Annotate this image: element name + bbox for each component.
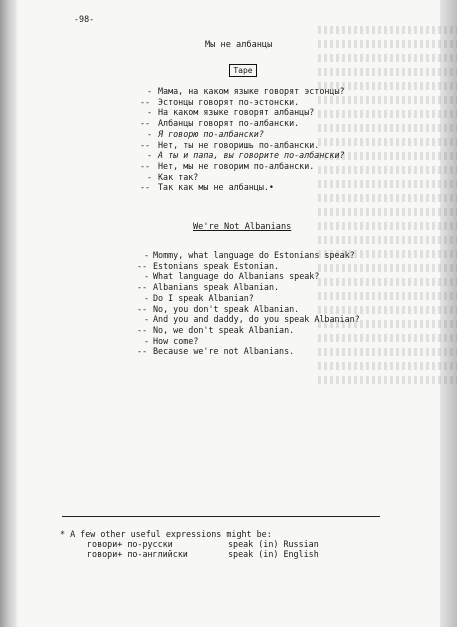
footnote-ru-1: говори+ по-русски: [87, 539, 173, 549]
russian-dialogue-dash: -: [147, 128, 153, 139]
russian-dialogue-dash: --: [140, 160, 151, 171]
english-dialogue-dash: -: [144, 335, 150, 346]
english-dialogue-line: And you and daddy, do you speak Albanian?: [153, 314, 360, 325]
russian-dialogue-line: Мама, на каком языке говорят эстонцы?: [158, 86, 345, 96]
english-dialogue-dash: --: [137, 324, 148, 335]
english-dialogue-line: No, you don't speak Albanian.: [153, 303, 300, 314]
english-dialogue-line: Do I speak Albanian?: [153, 292, 254, 303]
english-dialogue-line: How come?: [153, 335, 199, 346]
russian-dialogue-dash: --: [140, 139, 151, 150]
english-dialogue-line: Albanians speak Albanian.: [153, 282, 280, 293]
russian-dialogue-line: На каком языке говорят албанцы?: [158, 107, 315, 118]
english-dialogue-line: No, we don't speak Albanian.: [153, 324, 295, 335]
russian-dialogue-line: А ты и папа, вы говорите по-албански?: [158, 150, 345, 161]
russian-dialogue-line: Я говорю по-албански?: [158, 128, 264, 139]
russian-title: Мы не албанцы: [205, 40, 273, 50]
english-dialogue-line: Estonians speak Estonian.: [153, 260, 280, 271]
russian-dialogue-dash: -: [147, 171, 153, 182]
russian-dialogue-dash: --: [140, 182, 151, 193]
english-dialogue-dash: -: [144, 271, 150, 282]
english-dialogue-line: Because we're not Albanians.: [153, 346, 295, 357]
russian-dialogue-dash: -: [147, 107, 153, 118]
page-number: -98-: [74, 14, 95, 24]
footnote-en-1: speak (in) Russian: [228, 539, 319, 549]
russian-dialogue-line: Нет, мы не говорим по-албански.: [158, 160, 315, 171]
english-dialogue-line: What language do Albanians speak?: [153, 271, 320, 282]
russian-dialogue-dash: --: [140, 96, 151, 107]
footnote-en-2: speak (in) English: [228, 549, 319, 559]
english-dialogue-dash: --: [137, 303, 148, 314]
english-dialogue-dash: --: [137, 260, 148, 271]
footnote-rule: [62, 516, 380, 517]
english-dialogue-dash: --: [137, 282, 148, 293]
russian-dialogue-dash: -: [147, 86, 153, 96]
english-dialogue-dash: -: [144, 250, 150, 260]
russian-dialogue-dash: -: [147, 150, 153, 161]
russian-dialogue-line: Эстонцы говорят по-эстонски.: [158, 96, 300, 107]
russian-dialogue-line: Албанцы говорят по-албански.: [158, 118, 300, 129]
russian-dialogue-line: Как так?: [158, 171, 199, 182]
bleed-through-text: [318, 20, 457, 400]
russian-dialogue-dash: --: [140, 118, 151, 129]
footnote-ru-2: говори+ по-английски: [87, 549, 188, 559]
tape-label: Tape: [229, 64, 257, 77]
english-dialogue-dash: -: [144, 314, 150, 325]
english-dialogue-dash: -: [144, 292, 150, 303]
english-dialogue-line: Mommy, what language do Estonians speak?: [153, 250, 355, 260]
russian-dialogue-line: Так как мы не албанцы.•: [158, 182, 274, 193]
english-title: We're Not Albanians: [193, 222, 292, 232]
binding-shadow: [0, 0, 16, 627]
russian-dialogue-line: Нет, ты не говоришь по-албански.: [158, 139, 320, 150]
english-dialogue-dash: --: [137, 346, 148, 357]
footnote-intro: * A few other useful expressions might be:: [60, 529, 272, 539]
